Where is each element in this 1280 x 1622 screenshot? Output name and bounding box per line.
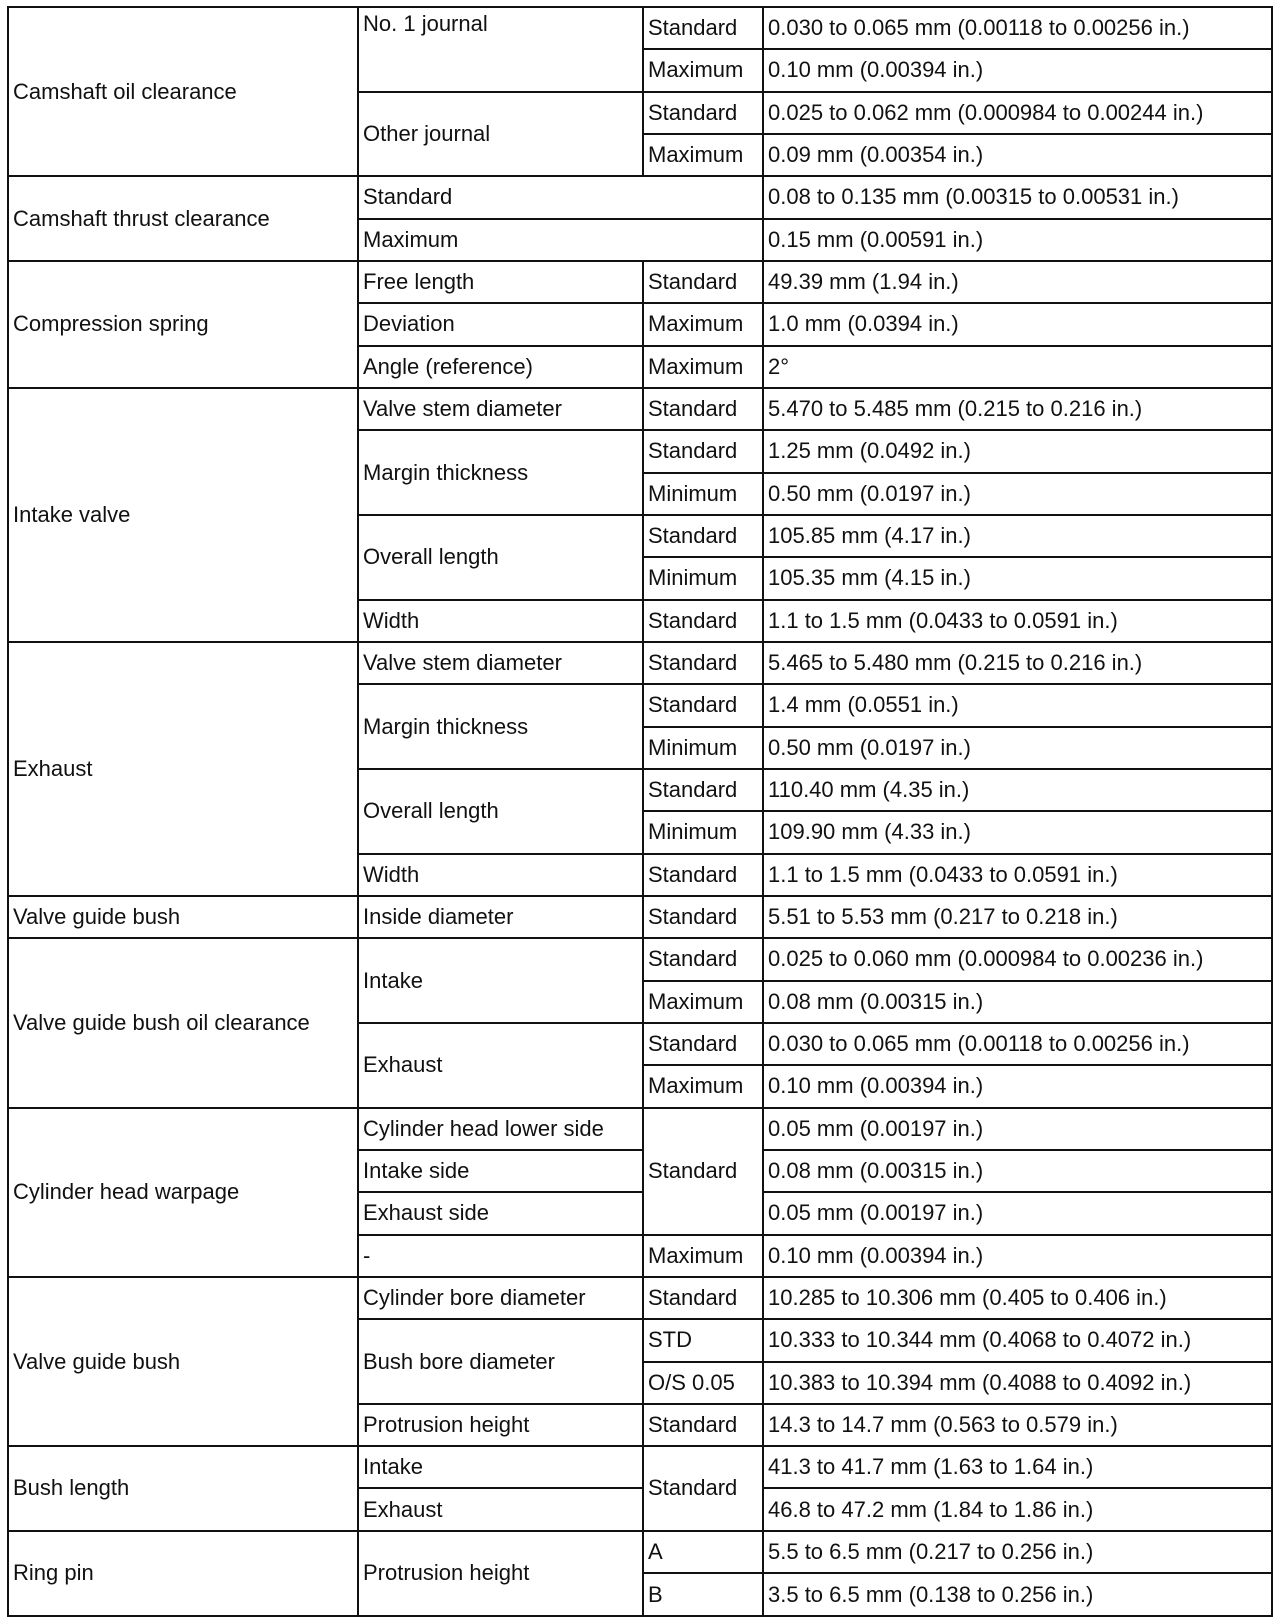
value-cell: 1.1 to 1.5 mm (0.0433 to 0.0591 in.)	[763, 600, 1272, 642]
value-cell: 2°	[763, 346, 1272, 388]
value-cell: 46.8 to 47.2 mm (1.84 to 1.86 in.)	[763, 1488, 1272, 1530]
condition-cell: Standard	[643, 7, 763, 49]
condition-cell: Standard	[643, 642, 763, 684]
value-cell: 0.09 mm (0.00354 in.)	[763, 134, 1272, 176]
condition-cell: Standard	[643, 1277, 763, 1319]
condition-cell: Maximum	[358, 219, 763, 261]
value-cell: 0.08 mm (0.00315 in.)	[763, 981, 1272, 1023]
table-row	[8, 1446, 1272, 1488]
value-cell: 5.470 to 5.485 mm (0.215 to 0.216 in.)	[763, 388, 1272, 430]
condition-cell: A	[643, 1531, 763, 1573]
table-row	[8, 1108, 1272, 1150]
condition-cell: Standard	[643, 92, 763, 134]
table-row	[8, 7, 1272, 49]
value-cell: 110.40 mm (4.35 in.)	[763, 769, 1272, 811]
condition-cell: Maximum	[643, 981, 763, 1023]
value-cell: 1.1 to 1.5 mm (0.0433 to 0.0591 in.)	[763, 854, 1272, 896]
detail-cell: Valve stem diameter	[358, 388, 643, 430]
value-cell: 0.10 mm (0.00394 in.)	[763, 1235, 1272, 1277]
value-cell: 0.08 mm (0.00315 in.)	[763, 1150, 1272, 1192]
condition-cell: Maximum	[643, 49, 763, 91]
item-intake-valve: Intake valve	[8, 388, 358, 642]
specification-table	[7, 6, 1273, 1617]
item-bush-length: Bush length	[8, 1446, 358, 1531]
condition-cell: Standard	[643, 896, 763, 938]
condition-cell: Maximum	[643, 1235, 763, 1277]
detail-cell: Angle (reference)	[358, 346, 643, 388]
condition-cell: Standard	[643, 1404, 763, 1446]
condition-cell: Minimum	[643, 473, 763, 515]
condition-cell: Standard	[643, 1446, 763, 1531]
value-cell: 0.05 mm (0.00197 in.)	[763, 1108, 1272, 1150]
condition-cell: B	[643, 1573, 763, 1616]
detail-cell: No. 1 journal	[358, 7, 643, 92]
value-cell: 0.08 to 0.135 mm (0.00315 to 0.00531 in.)	[763, 176, 1272, 218]
value-cell: 0.10 mm (0.00394 in.)	[763, 49, 1272, 91]
value-cell: 41.3 to 41.7 mm (1.63 to 1.64 in.)	[763, 1446, 1272, 1488]
detail-cell: Intake side	[358, 1150, 643, 1192]
item-valve-guide-bush: Valve guide bush	[8, 896, 358, 938]
item-exhaust: Exhaust	[8, 642, 358, 896]
value-cell: 0.50 mm (0.0197 in.)	[763, 727, 1272, 769]
condition-cell: Maximum	[643, 134, 763, 176]
condition-cell: Minimum	[643, 811, 763, 853]
detail-cell: Protrusion height	[358, 1404, 643, 1446]
condition-cell: Standard	[643, 600, 763, 642]
item-valve-guide-bush-dimensions: Valve guide bush	[8, 1277, 358, 1446]
item-camshaft-oil-clearance: Camshaft oil clearance	[8, 7, 358, 176]
value-cell: 0.030 to 0.065 mm (0.00118 to 0.00256 in.)	[763, 1023, 1272, 1065]
detail-cell: Margin thickness	[358, 684, 643, 769]
condition-cell: Standard	[643, 769, 763, 811]
condition-cell: Minimum	[643, 557, 763, 599]
detail-cell: Protrusion height	[358, 1531, 643, 1616]
value-cell: 0.05 mm (0.00197 in.)	[763, 1192, 1272, 1234]
table-row	[8, 1277, 1272, 1319]
detail-cell: Overall length	[358, 769, 643, 854]
value-cell: 0.025 to 0.060 mm (0.000984 to 0.00236 in.)	[763, 938, 1272, 980]
item-ring-pin: Ring pin	[8, 1531, 358, 1616]
value-cell: 109.90 mm (4.33 in.)	[763, 811, 1272, 853]
condition-cell: Standard	[643, 515, 763, 557]
value-cell: 5.465 to 5.480 mm (0.215 to 0.216 in.)	[763, 642, 1272, 684]
table-row	[8, 176, 1272, 218]
table-row	[8, 938, 1272, 980]
value-cell: 1.25 mm (0.0492 in.)	[763, 430, 1272, 472]
value-cell: 5.5 to 6.5 mm (0.217 to 0.256 in.)	[763, 1531, 1272, 1573]
detail-cell: Exhaust side	[358, 1192, 643, 1234]
value-cell: 0.030 to 0.065 mm (0.00118 to 0.00256 in.)	[763, 7, 1272, 49]
value-cell: 49.39 mm (1.94 in.)	[763, 261, 1272, 303]
detail-cell: -	[358, 1235, 643, 1277]
condition-cell: Standard	[643, 430, 763, 472]
condition-cell: O/S 0.05	[643, 1362, 763, 1404]
table-row	[8, 1531, 1272, 1573]
detail-cell: Width	[358, 600, 643, 642]
detail-cell: Bush bore diameter	[358, 1319, 643, 1404]
detail-cell: Width	[358, 854, 643, 896]
value-cell: 5.51 to 5.53 mm (0.217 to 0.218 in.)	[763, 896, 1272, 938]
value-cell: 14.3 to 14.7 mm (0.563 to 0.579 in.)	[763, 1404, 1272, 1446]
detail-cell: Margin thickness	[358, 430, 643, 515]
condition-cell: Minimum	[643, 727, 763, 769]
condition-cell: Standard	[643, 388, 763, 430]
detail-cell: Intake	[358, 1446, 643, 1488]
value-cell: 0.50 mm (0.0197 in.)	[763, 473, 1272, 515]
item-camshaft-thrust-clearance: Camshaft thrust clearance	[8, 176, 358, 261]
condition-cell: Standard	[643, 684, 763, 726]
condition-cell: Standard	[643, 854, 763, 896]
detail-cell: Exhaust	[358, 1488, 643, 1530]
value-cell: 0.025 to 0.062 mm (0.000984 to 0.00244 in.)	[763, 92, 1272, 134]
condition-cell: Standard	[643, 261, 763, 303]
table-row	[8, 896, 1272, 938]
detail-cell: Deviation	[358, 303, 643, 345]
condition-cell: STD	[643, 1319, 763, 1361]
detail-cell: Intake	[358, 938, 643, 1023]
condition-cell: Maximum	[643, 1065, 763, 1107]
item-valve-guide-bush-oil-clearance: Valve guide bush oil clearance	[8, 938, 358, 1107]
detail-cell: Inside diameter	[358, 896, 643, 938]
value-cell: 105.85 mm (4.17 in.)	[763, 515, 1272, 557]
value-cell: 10.333 to 10.344 mm (0.4068 to 0.4072 in.)	[763, 1319, 1272, 1361]
detail-cell: Cylinder head lower side	[358, 1108, 643, 1150]
value-cell: 105.35 mm (4.15 in.)	[763, 557, 1272, 599]
table-row	[8, 642, 1272, 684]
detail-cell: Cylinder bore diameter	[358, 1277, 643, 1319]
detail-cell: Exhaust	[358, 1023, 643, 1108]
value-cell: 1.4 mm (0.0551 in.)	[763, 684, 1272, 726]
condition-cell: Standard	[643, 1023, 763, 1065]
detail-cell: Overall length	[358, 515, 643, 600]
condition-cell: Standard	[358, 176, 763, 218]
condition-cell: Standard	[643, 1108, 763, 1235]
detail-cell: Valve stem diameter	[358, 642, 643, 684]
detail-cell: Free length	[358, 261, 643, 303]
table-row	[8, 261, 1272, 303]
condition-cell: Maximum	[643, 346, 763, 388]
item-cylinder-head-warpage: Cylinder head warpage	[8, 1108, 358, 1277]
detail-cell: Other journal	[358, 92, 643, 177]
value-cell: 0.10 mm (0.00394 in.)	[763, 1065, 1272, 1107]
value-cell: 0.15 mm (0.00591 in.)	[763, 219, 1272, 261]
condition-cell: Standard	[643, 938, 763, 980]
item-compression-spring: Compression spring	[8, 261, 358, 388]
value-cell: 3.5 to 6.5 mm (0.138 to 0.256 in.)	[763, 1573, 1272, 1616]
table-row	[8, 388, 1272, 430]
condition-cell: Maximum	[643, 303, 763, 345]
value-cell: 1.0 mm (0.0394 in.)	[763, 303, 1272, 345]
value-cell: 10.285 to 10.306 mm (0.405 to 0.406 in.)	[763, 1277, 1272, 1319]
value-cell: 10.383 to 10.394 mm (0.4088 to 0.4092 in.)	[763, 1362, 1272, 1404]
